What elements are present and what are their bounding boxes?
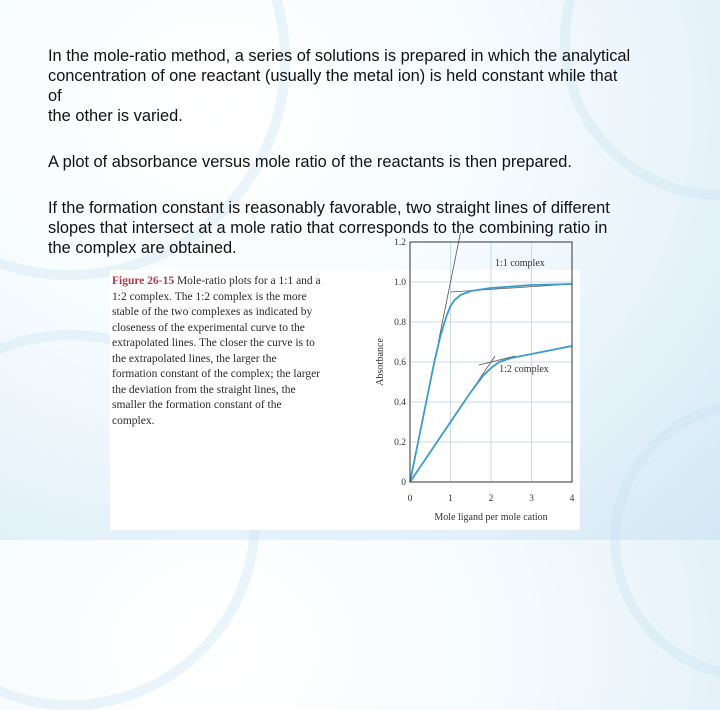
series-label-1-1-complex: 1:1 complex <box>495 258 545 269</box>
text-line: of <box>48 87 62 105</box>
y-tick-label: 0.8 <box>394 318 406 328</box>
text-line: the other is varied. <box>48 107 183 125</box>
x-tick-label: 3 <box>529 494 534 504</box>
figure-label: Figure 26-15 <box>112 275 175 287</box>
text-line: the complex are obtained. <box>48 239 237 257</box>
x-axis-label: Mole ligand per mole cation <box>434 512 548 523</box>
paragraph-formation-constant <box>48 198 688 258</box>
mole-ratio-chart <box>365 232 595 532</box>
series-label-1-2-complex: 1:2 complex <box>499 364 549 375</box>
paragraph-mole-ratio-method <box>48 46 708 126</box>
y-tick-label: 0.4 <box>394 398 406 408</box>
x-tick-label: 1 <box>448 494 453 504</box>
text-line: slopes that intersect at a mole ratio that corresponds to the combining ratio in <box>48 219 608 237</box>
y-tick-label: 0.2 <box>394 438 406 448</box>
y-tick-label: 1.2 <box>394 238 406 248</box>
text-line: In the mole-ratio method, a series of solutions is prepared in which the analytical <box>48 47 631 65</box>
background-decoration <box>610 400 720 680</box>
text-line: concentration of one reactant (usually the metal ion) is held constant while that <box>48 67 618 85</box>
paragraph-absorbance-plot: A plot of absorbance versus mole ratio of the reactants is then prepared. <box>48 153 572 171</box>
x-tick-label: 0 <box>407 494 413 504</box>
figure-caption-text: Mole-ratio plots for a 1:1 and a 1:2 complex. The 1:2 complex is the more stable of the two complexes as indicated by closeness of the experimental curve to the extrapolated lines. The closer the curve is to the extrapolated lines, the larger the formation constant of the complex; the larger the deviation from the straight lines, the smaller the formation constant of the complex. <box>112 275 321 427</box>
x-tick-label: 2 <box>488 494 494 504</box>
x-tick-label: 4 <box>569 494 575 504</box>
text-line: If the formation constant is reasonably favorable, two straight lines of different <box>48 199 610 217</box>
y-tick-label: 0 <box>401 478 406 488</box>
y-tick-label: 1.0 <box>394 278 406 288</box>
figure-caption <box>112 274 324 429</box>
y-axis-label: Absorbance <box>375 338 386 386</box>
y-tick-label: 0.6 <box>394 358 406 368</box>
